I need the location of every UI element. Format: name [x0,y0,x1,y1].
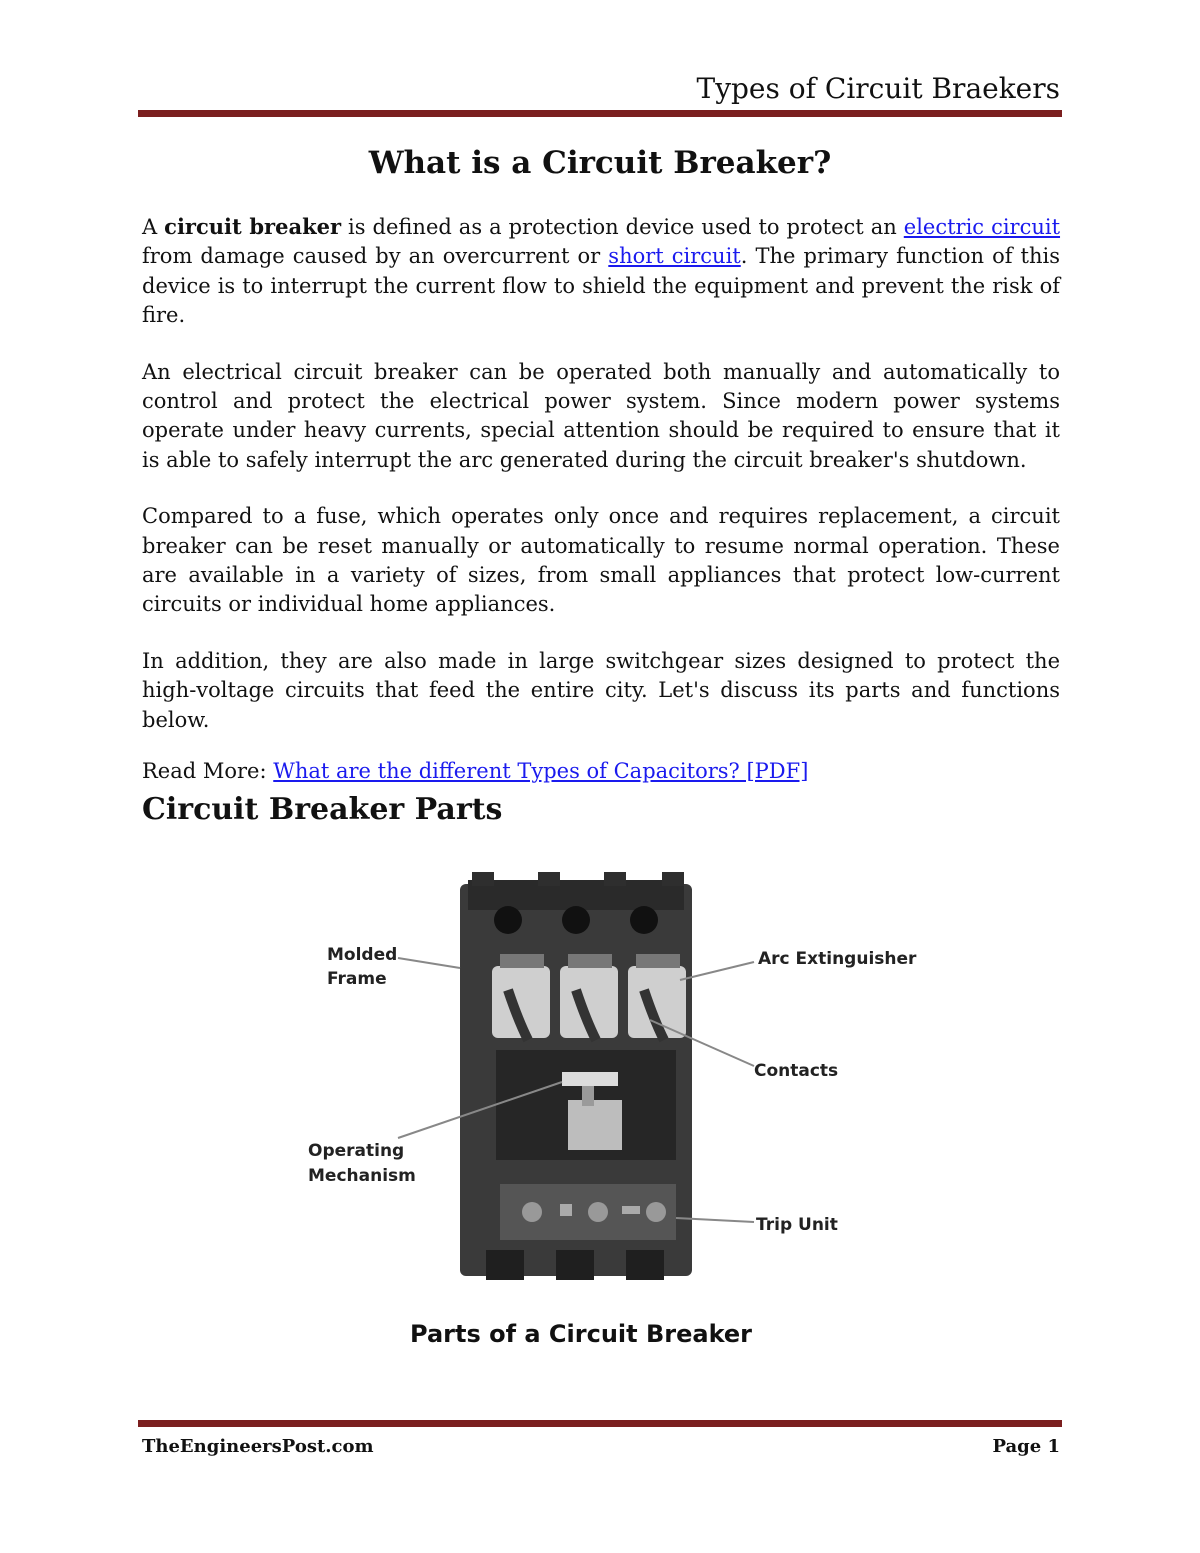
p1-text-d: from damage caused by an overcurrent or [142,244,609,269]
paragraph-switchgear: In addition, they are also made in large switchgear sizes designed to protect the high-voltage circuits that feed the entire city. Let's discuss its parts and functions below. [142,648,1060,732]
circuit-breaker-illustration [460,872,692,1280]
label-molded-frame-line1: Molded [327,945,398,965]
page-title: What is a Circuit Breaker? [368,145,832,181]
figure-caption: Parts of a Circuit Breaker [410,1320,752,1348]
p1-text-c: is defined as a protection device used to protect an [341,215,904,239]
article-body [142,212,1060,814]
footer-site: TheEngineersPost.com [142,1436,374,1457]
label-molded-frame-line2: Frame [327,969,387,989]
p1-text-a: A [142,215,165,239]
header-divider [138,110,1062,117]
read-more [142,757,1060,786]
section-heading: Circuit Breaker Parts [142,792,503,827]
header-title: Types of Circuit Braekers [696,72,1060,105]
label-operating-mechanism-line2: Mechanism [308,1166,416,1186]
label-contacts: Contacts [754,1061,839,1081]
paragraph-operation: An electrical circuit breaker can be operated both manually and automatically to control and protect the electrical power system. Since modern power systems operate under heavy currents, special attention should be required to ensure that it is able to safely interrupt the arc generated during the circuit breaker's shutdown. [142,359,1060,472]
capacitors-pdf-link[interactable]: What are the different Types of Capacitors? [PDF] [273,759,809,784]
footer-divider [138,1420,1062,1427]
short-circuit-link[interactable]: short circuit [608,244,741,269]
label-arc-extinguisher: Arc Extinguisher [758,949,917,969]
read-more-label: Read More: [142,759,274,784]
label-trip-unit: Trip Unit [756,1215,838,1235]
paragraph-definition [142,212,1060,331]
electric-circuit-link[interactable]: electric circuit [903,215,1061,239]
label-operating-mechanism-line1: Operating [308,1141,405,1161]
paragraph-fuse-comparison: Compared to a fuse, which operates only once and requires replacement, a circuit breaker can be reset manually or automatically to resume normal operation. These are available in a variety of sizes, from small appliances that protect low-current circuits or individual home appliances. [142,504,1060,617]
p1-text-e: . The primary function of this device is to interrupt the current flow to shield the equipment and prevent the risk of fire. [142,244,1061,328]
p1-term: circuit breaker [164,214,342,239]
circuit-breaker-figure [300,870,920,1360]
footer-page-number: Page 1 [992,1436,1060,1457]
molded-frame-leader [398,958,460,968]
